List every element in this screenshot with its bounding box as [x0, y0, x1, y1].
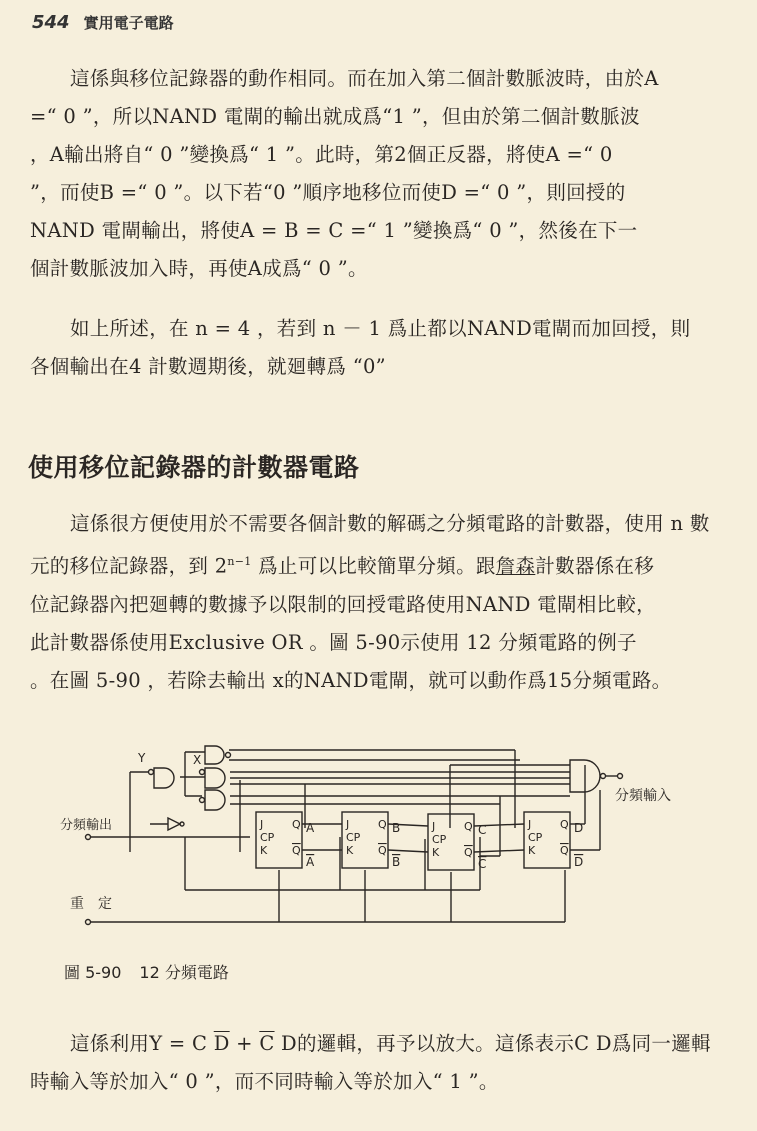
text-span: 這係利用Y = C [70, 1032, 214, 1055]
pin-cp: CP [260, 831, 275, 844]
text-line: NAND 電閘輸出，將使A = B = C =“ 1 ”變換爲“ 0 ”，然後在下一 [30, 219, 638, 242]
pin-q: Q [378, 818, 387, 831]
text-line: 各個輸出在4 計數週期後，就廻轉爲 “0” [30, 355, 386, 378]
page-number: 544 [32, 12, 70, 33]
text-line [30, 1025, 730, 1063]
text-line: ，A輸出將自“ 0 ”變換爲“ 1 ”。此時，第2個正反器，將使A =“ 0 [30, 143, 613, 166]
output-abar: A [306, 855, 315, 869]
pin-q: Q [292, 818, 301, 831]
nand-gate-top [205, 746, 231, 764]
output-d: D [574, 821, 584, 835]
text-line: 位記錄器內把廻轉的數據予以限制的回授電路使用NAND 電閘相比較， [30, 592, 656, 616]
flipflop-a [256, 812, 315, 869]
text-line: 這係很方便使用於不需要各個計數的解碼之分頻電路的計數器，使用 n 數 [70, 512, 710, 535]
nand-gate-x [200, 768, 226, 788]
label-divide-input: 分頻輸入 [615, 788, 671, 804]
figure-caption [64, 960, 229, 983]
label-y: Y [138, 751, 146, 765]
pin-q: Q [464, 820, 473, 833]
flipflop-b [256, 812, 400, 869]
text-line [30, 543, 730, 586]
pin-qbar: Q [292, 844, 301, 857]
pin-k: K [528, 844, 536, 857]
running-header [32, 12, 174, 33]
label-reset: 重 定 [70, 896, 112, 912]
paragraph-shift-register-operation [30, 60, 730, 288]
pin-qbar: Q [560, 844, 569, 857]
text-line: 如上所述，在 n = 4 ，若到 n － 1 爲止都以NAND電閘而加回授，則 [70, 317, 691, 340]
book-title: 實用電子電路 [83, 14, 174, 32]
xor-gate-y [149, 768, 175, 788]
paragraph-counter-intro [30, 505, 730, 700]
label-divide-output: 分頻輸出 [60, 818, 113, 833]
flipflop-d [524, 812, 583, 869]
output-b: B [392, 821, 401, 835]
pin-j: J [432, 820, 436, 833]
text-line: =“ 0 ”，所以NAND 電閘的輸出就成爲“1 ”，但由於第二個計數脈波 [30, 105, 640, 128]
text-span: D的邏輯，再予以放大。這係表示C D爲同一邏輯 [274, 1032, 711, 1055]
pin-q: Q [560, 818, 569, 831]
text-line: ”，而使B =“ 0 ”。以下若“0 ”順序地移位而使D =“ 0 ”，則回授的 [30, 181, 626, 204]
section-heading: 使用移位記錄器的計數器電路 [28, 453, 360, 482]
output-cbar: C [478, 857, 487, 871]
text-span: 爲止可以比較簡單分頻。跟 [251, 554, 496, 578]
text-line: 時輸入等於加入“ 0 ”，而不同時輸入等於加入“ 1 ”。 [30, 1070, 499, 1093]
pin-j: J [528, 818, 532, 831]
text-line: 個計數脈波加入時，再使A成爲“ 0 ”。 [30, 257, 368, 280]
text-span: 計數器係在移 [535, 554, 655, 578]
circuit-diagram-figure [60, 740, 720, 940]
text-span: 元的移位記錄器，到 2 [30, 554, 228, 578]
figure-title: 12 分頻電路 [139, 963, 229, 982]
paragraph-n-equals-4 [30, 310, 730, 386]
paragraph-logic-expression [30, 1025, 730, 1101]
pin-qbar: Q [378, 844, 387, 857]
overlined-d: $\overline{D}$ [213, 1032, 230, 1055]
inverter-buffer [150, 818, 184, 830]
text-line: 這係與移位記錄器的動作相同。而在加入第二個計數脈波時，由於A [70, 67, 659, 90]
text-line: 。在圖 5-90 ，若除去輸出 x的NAND電閘，就可以動作爲15分頻電路。 [30, 668, 672, 692]
output-bbar: B [392, 855, 401, 869]
flipflop-c [428, 814, 486, 871]
pin-k: K [260, 844, 268, 857]
text-line: 此計數器係使用Exclusive OR 。圖 5-90示使用 12 分頻電路的例子 [30, 630, 637, 654]
pin-k: K [432, 846, 440, 859]
pin-cp: CP [346, 831, 361, 844]
nand-gate-bottom [200, 790, 226, 810]
pin-k: K [346, 844, 354, 857]
figure-number: 圖 5-90 [64, 963, 122, 982]
underlined-term: 詹森 [495, 554, 536, 578]
jk-flipflop-circuit [60, 740, 720, 940]
output-c: C [478, 823, 487, 837]
overlined-c: $\overline{C}$ [259, 1032, 275, 1055]
text-span: + [229, 1032, 260, 1055]
output-a: A [306, 821, 315, 835]
pin-j: J [346, 818, 350, 831]
pin-cp: CP [528, 831, 543, 844]
label-x: X [193, 753, 202, 767]
superscript: n−1 [227, 555, 252, 568]
pin-qbar: Q [464, 846, 473, 859]
output-dbar: D [574, 855, 584, 869]
pin-cp: CP [432, 833, 447, 846]
pin-j: J [260, 818, 264, 831]
